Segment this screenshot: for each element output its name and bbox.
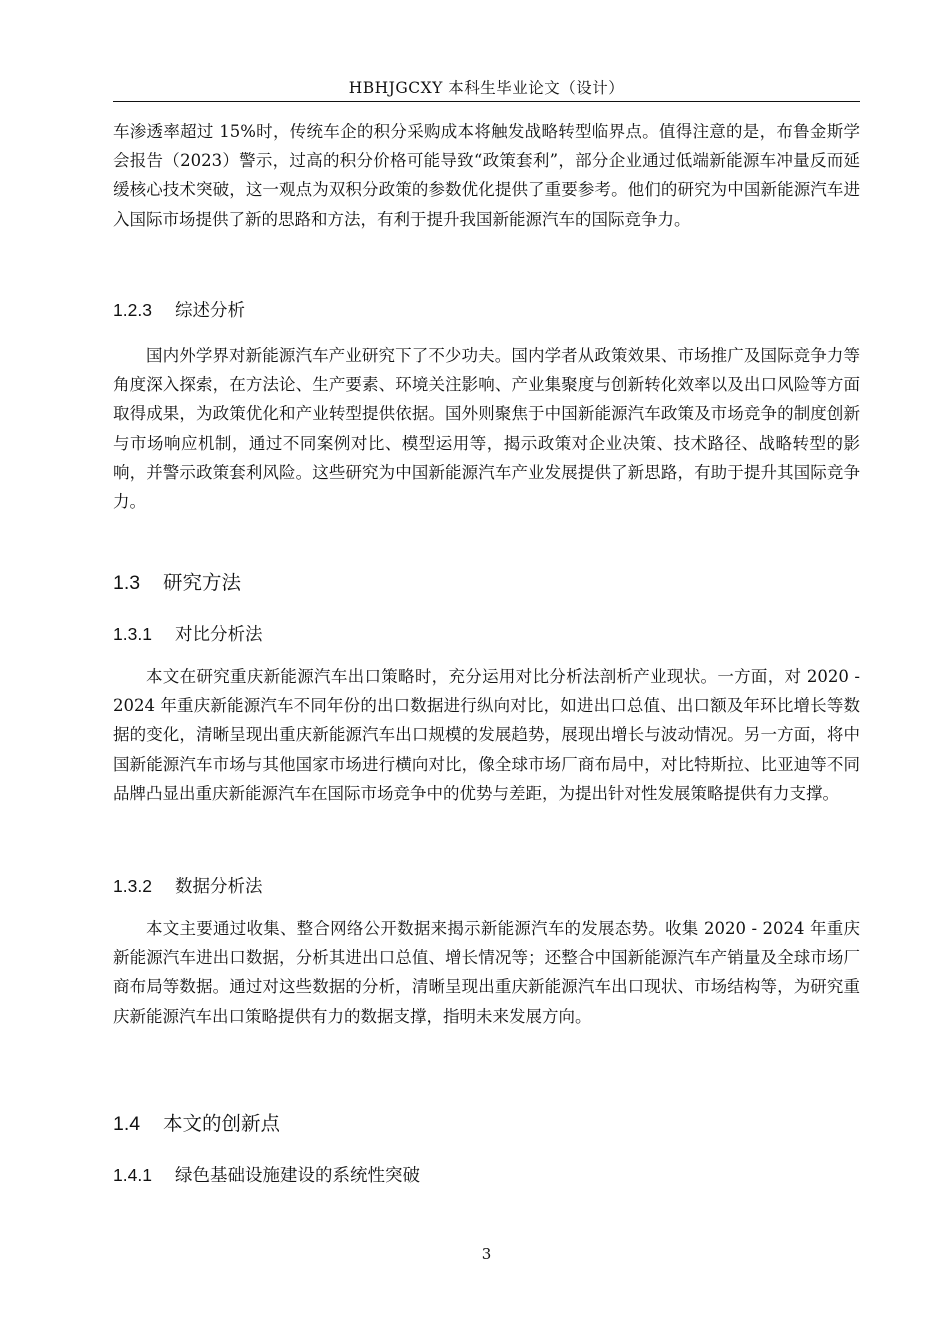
section-title: 数据分析法 — [175, 877, 263, 897]
section-number: 1.2.3 — [113, 300, 152, 320]
section-title: 本文的创新点 — [163, 1112, 281, 1135]
header-divider — [113, 101, 860, 102]
section-number: 1.4 — [113, 1113, 141, 1135]
body-paragraph: 国内外学界对新能源汽车产业研究下了不少功夫。国内学者从政策效果、市场推广及国际竞争力等角度深入探索，在方法论、生产要素、环境关注影响、产业集聚度与创新转化效率以及出口风险等方面取得成果，为政策优化和产业转型提供依据。国外则聚焦于中国新能源汽车政策及市场竞争的制度创新与市场响应机制，通过不同案例对比、模型运用等，揭示政策对企业决策、技术路径、战略转型的影响，并警示政策套利风险。这些研究为中国新能源汽车产业发展提供了新思路，有助于提升其国际竞争力。 — [113, 346, 860, 512]
section-title: 综述分析 — [175, 301, 245, 321]
page-header: HBHJGCXY 本科生毕业论文（设计） — [348, 79, 625, 97]
section-heading-1-4-1 — [113, 1163, 860, 1188]
section-title: 绿色基础设施建设的系统性突破 — [175, 1166, 420, 1186]
section-heading-1-4 — [113, 1111, 860, 1137]
body-paragraph: 车渗透率超过 15%时，传统车企的积分采购成本将触发战略转型临界点。值得注意的是，布鲁金斯学会报告（2023）警示，过高的积分价格可能导致“政策套利”，部分企业通过低端新能源车冲量反而延缓核心技术突破，这一观点为双积分政策的参数优化提供了重要参考。他们的研究为中国新能源汽车进入国际市场提供了新的思路和方法，有利于提升我国新能源汽车的国际竞争力。 — [113, 122, 860, 229]
section-heading-1-3 — [113, 570, 860, 596]
section-number: 1.3.2 — [113, 876, 152, 896]
paragraph-comparison — [113, 662, 860, 808]
section-number: 1.3.1 — [113, 624, 152, 644]
paragraph-review — [113, 341, 860, 516]
section-heading-1-2-3 — [113, 298, 860, 323]
section-heading-1-3-2 — [113, 874, 860, 899]
section-number: 1.3 — [113, 572, 141, 594]
section-number: 1.4.1 — [113, 1165, 152, 1185]
section-title: 对比分析法 — [175, 625, 263, 645]
body-paragraph: 本文主要通过收集、整合网络公开数据来揭示新能源汽车的发展态势。收集 2020 - 2024 年重庆新能源汽车进出口数据，分析其进出口总值、增长情况等；还整合中国新能源汽车产销量及全球市场厂商布局等数据。通过对这些数据的分析，清晰呈现出重庆新能源汽车出口现状、市场结构等，为研究重庆新能源汽车出口策略提供有力的数据支撑，指明未来发展方向。 — [113, 919, 860, 1026]
paragraph-data-analysis — [113, 914, 860, 1031]
paragraph-continued — [113, 117, 860, 234]
page-number: 3 — [481, 1245, 492, 1263]
section-title: 研究方法 — [163, 571, 242, 594]
section-heading-1-3-1 — [113, 622, 860, 647]
body-paragraph: 本文在研究重庆新能源汽车出口策略时，充分运用对比分析法剖析产业现状。一方面，对 2020 - 2024 年重庆新能源汽车不同年份的出口数据进行纵向对比，如进出口总值、出口额及年环比增长等数据的变化，清晰呈现出重庆新能源汽车出口规模的发展趋势，展现出增长与波动情况。另一方面，将中国新能源汽车市场与其他国家市场进行横向对比，像全球市场厂商布局中，对比特斯拉、比亚迪等不同品牌凸显出重庆新能源汽车在国际市场竞争中的优势与差距，为提出针对性发展策略提供有力支撑。 — [113, 667, 860, 803]
